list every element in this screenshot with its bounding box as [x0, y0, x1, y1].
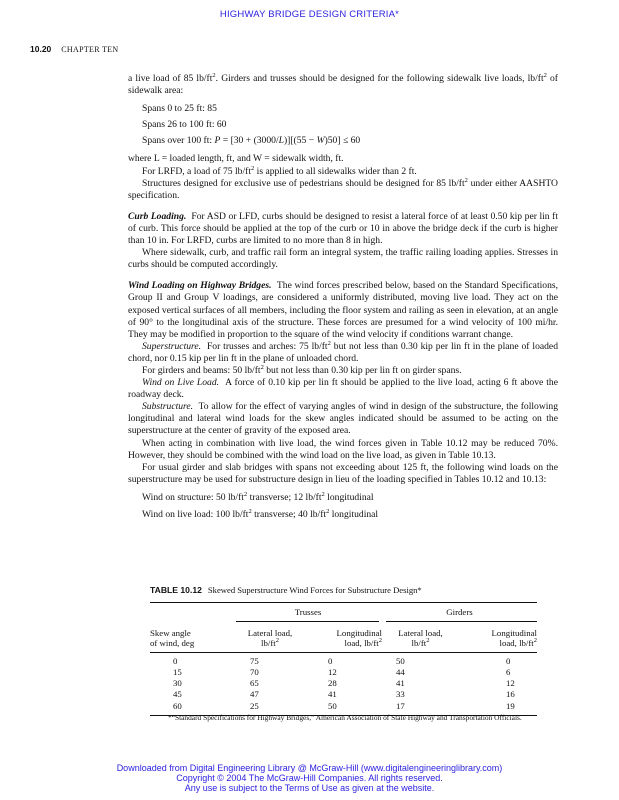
paragraph-superstructure: Superstructure. For trusses and arches: 75 $lb/ft^2$ but not less than 0.30 kip per lin ft in the plane of loaded chord, nor 0.15 kip per lin ft in the plane of unloaded chord.: [128, 339, 558, 364]
table-cell: 12: [328, 667, 337, 678]
table-cell: 17: [396, 700, 405, 711]
table-cell: 44: [396, 667, 405, 678]
table-cell: 65: [250, 678, 259, 689]
chapter-title: CHAPTER TEN: [61, 45, 119, 54]
body-text: [128, 73, 558, 521]
table-cell: 41: [328, 689, 337, 700]
group-girders: Girders: [446, 607, 473, 617]
footer-line-3: Any use is subject to the Terms of Use as given at the website.: [184, 783, 435, 793]
span-rule-2: Spans 26 to 100 ft: 60: [142, 119, 227, 131]
table-cell: 47: [250, 689, 259, 700]
paragraph-pedestrian: Structures designed for exclusive use of pedestrians should be designed for 85 $lb/ft^2$ under either AASHTO specification.: [128, 176, 558, 201]
table-cell: 19: [506, 700, 515, 711]
table-cell: 12: [506, 678, 515, 689]
heading-wind-live-load: Wind on Live Load.: [142, 377, 220, 389]
header-girder-long-1: Longitudinal: [491, 628, 537, 638]
page-number: 10.20: [30, 44, 52, 54]
span-rule-1: Spans 0 to 25 ft: 85: [142, 103, 217, 115]
paragraph-wind-live-load: Wind on Live Load. A force of 0.10 kip per lin ft should be applied to the live load, acting 6 ft above the roadway deck.: [128, 377, 558, 401]
heading-superstructure: Superstructure.: [142, 340, 202, 352]
paragraph-lrfd: For LRFD, a load of 75 $lb/ft^2$ is applied to all sidewalks wider than 2 ft.: [142, 164, 417, 177]
table-footnote: *“Standard Specifications for Highway Bridges,” American Association of State Highway and Transportation Officials.: [168, 713, 522, 722]
table-cell: 0: [173, 655, 178, 666]
table-cell: 45: [173, 689, 182, 700]
table-cell: 60: [173, 700, 182, 711]
header-skew-1: Skew angle: [150, 628, 191, 638]
table-row: [150, 656, 537, 667]
table-cell: 70: [250, 667, 259, 678]
table-cell: 16: [506, 689, 515, 700]
table-label: TABLE 10.12: [150, 585, 202, 595]
running-head: [30, 44, 118, 54]
table-header-row-2: of wind, deg $lb/ft^2$ load, $lb/ft^2$ $lb/ft^2$ load, $lb/ft^2$: [150, 637, 537, 649]
wind-on-structure: Wind on structure: 50 $lb/ft^2$ transverse; 12 $lb/ft^2$ longitudinal: [142, 490, 374, 503]
heading-curb-loading: Curb Loading.: [128, 210, 187, 222]
table-row: [150, 678, 537, 689]
table-cell: 0: [506, 655, 511, 666]
header-truss-long-1: Longitudinal: [336, 628, 382, 638]
table-row: [150, 701, 537, 712]
table-cell: 50: [328, 700, 337, 711]
group-trusses: Trusses: [294, 607, 322, 617]
table-cell: 33: [396, 689, 405, 700]
table-cell: 28: [328, 678, 337, 689]
header-girder-long-2: load, lb/ft: [499, 638, 534, 649]
table-grid: [150, 628, 537, 649]
table-body: [150, 656, 537, 712]
footer-line-1: Downloaded from Digital Engineering Library @ McGraw-Hill (www.digitalengineeringlibrary.com): [116, 763, 503, 773]
table-cell: 25: [250, 700, 259, 711]
table-cell: 50: [396, 655, 405, 666]
paragraph-combination: When acting in combination with live load, the wind forces given in Table 10.12 may be reduced 70%. However, they should be combined with the wind load on the live load, as given in Table 10.13.: [128, 437, 558, 461]
paragraph-curb-loading: Curb Loading. For ASD or LFD, curbs should be designed to resist a lateral force of at least 0.50 kip per lin ft of curb. This force should be applied at the top of the curb or 10 in above the bridge deck if the curb is higher than 10 in. For LRFD, curbs are limited to no more than 8 in high.: [128, 210, 559, 247]
header-skew-2: of wind, deg: [150, 638, 195, 649]
paragraph-where: where L = loaded length, ft, and W = sidewalk width, ft.: [128, 153, 344, 165]
download-footer: [0, 763, 619, 793]
paragraph-usual-girder: For usual girder and slab bridges with spans not exceeding about 125 ft, the following wind loads on the superstructure may be used for substructure design in lieu of the loading specified in Tables 10.12 and 10.13:: [128, 461, 558, 485]
paragraph-wind-loading: Wind Loading on Highway Bridges. The wind forces prescribed below, based on the Standard Specifications, Group II and Group V loadings, are considered a uniformly distributed, moving live load. They act on the exposed vertical surfaces of all members, including the floor system and railing as seen in elevation, at an angle of 90° to the longitudinal axis of the structure. These forces are presumed for a wind velocity of 100 mi/hr. They may be modified in proportion to the square of the wind velocity if conditions warrant change.: [128, 280, 558, 340]
header-girder-lateral-1: Lateral load,: [398, 628, 443, 638]
header-truss-lateral-2: lb/ft: [261, 638, 276, 649]
table-header-row-1: [150, 628, 537, 638]
table-row: [150, 689, 537, 700]
paragraph-substructure: Substructure. To allow for the effect of varying angles of wind in design of the substructure, the following longitudinal and lateral wind loads for the skew angles indicated should be assumed to be acting on the superstructure at the center of gravity of the exposed area.: [128, 401, 559, 437]
table-cell: 6: [506, 667, 511, 678]
table-caption: TABLE 10.12 Skewed Superstructure Wind Forces for Substructure Design*: [150, 585, 422, 595]
table-cell: 41: [396, 678, 405, 689]
table-row: [150, 667, 537, 678]
document-banner: HIGHWAY BRIDGE DESIGN CRITERIA*: [219, 9, 400, 20]
table-10-12: [150, 585, 537, 716]
table-cell: 30: [173, 678, 182, 689]
paragraph-sidewalk-load: a live load of 85 $lb/ft^2$. Girders and trusses should be designed for the following sidewalk live loads, $lb/ft^2$ of sidewalk area:: [128, 71, 559, 97]
table-cell: 15: [173, 667, 182, 678]
span-rule-3: Spans over 100 ft: P = [30 + (3000/L)][(55 − W)50] ≤ 60: [142, 135, 361, 147]
heading-substructure: Substructure.: [142, 401, 194, 413]
header-truss-long-2: load, lb/ft: [344, 638, 379, 649]
table-cell: 75: [250, 655, 259, 666]
paragraph-girders: For girders and beams: 50 $lb/ft^2$ but not less than 0.30 kip per lin ft on girder spans.: [142, 363, 462, 376]
paragraph-curb-integral: Where sidewalk, curb, and traffic rail form an integral system, the traffic railing loading applies. Stresses in curbs should be computed accordingly.: [128, 247, 558, 271]
heading-wind-loading: Wind Loading on Highway Bridges.: [128, 280, 272, 292]
table-cell: 0: [328, 655, 333, 666]
footer-line-2: Copyright © 2004 The McGraw-Hill Companies. All rights reserved.: [176, 773, 443, 783]
header-girder-lateral-2: lb/ft: [411, 638, 427, 649]
wind-on-live-load: Wind on live load: 100 $lb/ft^2$ transverse; 40 $lb/ft^2$ longitudinal: [142, 507, 379, 520]
header-truss-lateral-1: Lateral load,: [247, 628, 293, 638]
table-group-headers: [150, 607, 537, 617]
